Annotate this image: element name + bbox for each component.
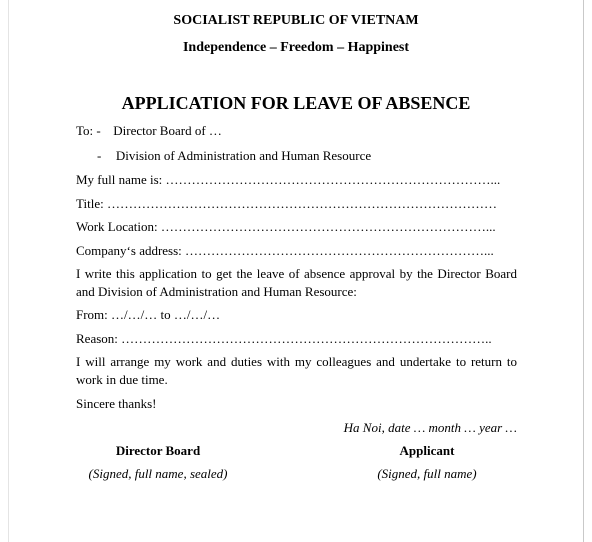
to-line-1 — [76, 122, 517, 140]
recipient-director-board: Director Board of … — [113, 123, 222, 138]
applicant-note: (Signed, full name) — [377, 466, 477, 481]
director-board-note: (Signed, full name, sealed) — [88, 466, 228, 481]
director-board-title: Director Board — [115, 443, 201, 458]
request-paragraph: I write this application to get the leave of absence approval by the Director Board and Division of Administration and Human Resource: — [76, 266, 517, 299]
document-title: APPLICATION FOR LEAVE OF ABSENCE — [121, 93, 471, 113]
applicant-title: Applicant — [399, 443, 455, 458]
page-left-edge — [8, 0, 9, 542]
company-address-field: Company‘s address: ……………………………………………………………... — [76, 243, 494, 258]
to-line-2 — [97, 147, 538, 165]
thanks-line: Sincere thanks! — [76, 396, 157, 411]
country-header: SOCIALIST REPUBLIC OF VIETNAM — [173, 13, 419, 28]
to-dash: - — [97, 148, 102, 163]
reason-field: Reason: ………………………………………………………………………….. — [76, 331, 492, 346]
full-name-field: My full name is: …………………………………………………………………... — [76, 172, 501, 187]
to-prefix: To: - — [76, 123, 101, 138]
work-location-field: Work Location: …………………………………………………………………... — [76, 219, 496, 234]
motto-header: Independence – Freedom – Happinest — [182, 40, 410, 55]
from-to-field: From: …/…/… to …/…/… — [76, 307, 221, 322]
place-date-line: Ha Noi, date … month … year … — [343, 420, 517, 435]
recipient-division: Division of Administration and Human Resource — [115, 148, 372, 163]
commitment-paragraph: I will arrange my work and duties with my colleagues and undertake to return to work in due time. — [76, 354, 517, 387]
title-field: Title: ……………………………………………………………………………… — [76, 196, 497, 211]
page-right-edge — [583, 0, 584, 542]
